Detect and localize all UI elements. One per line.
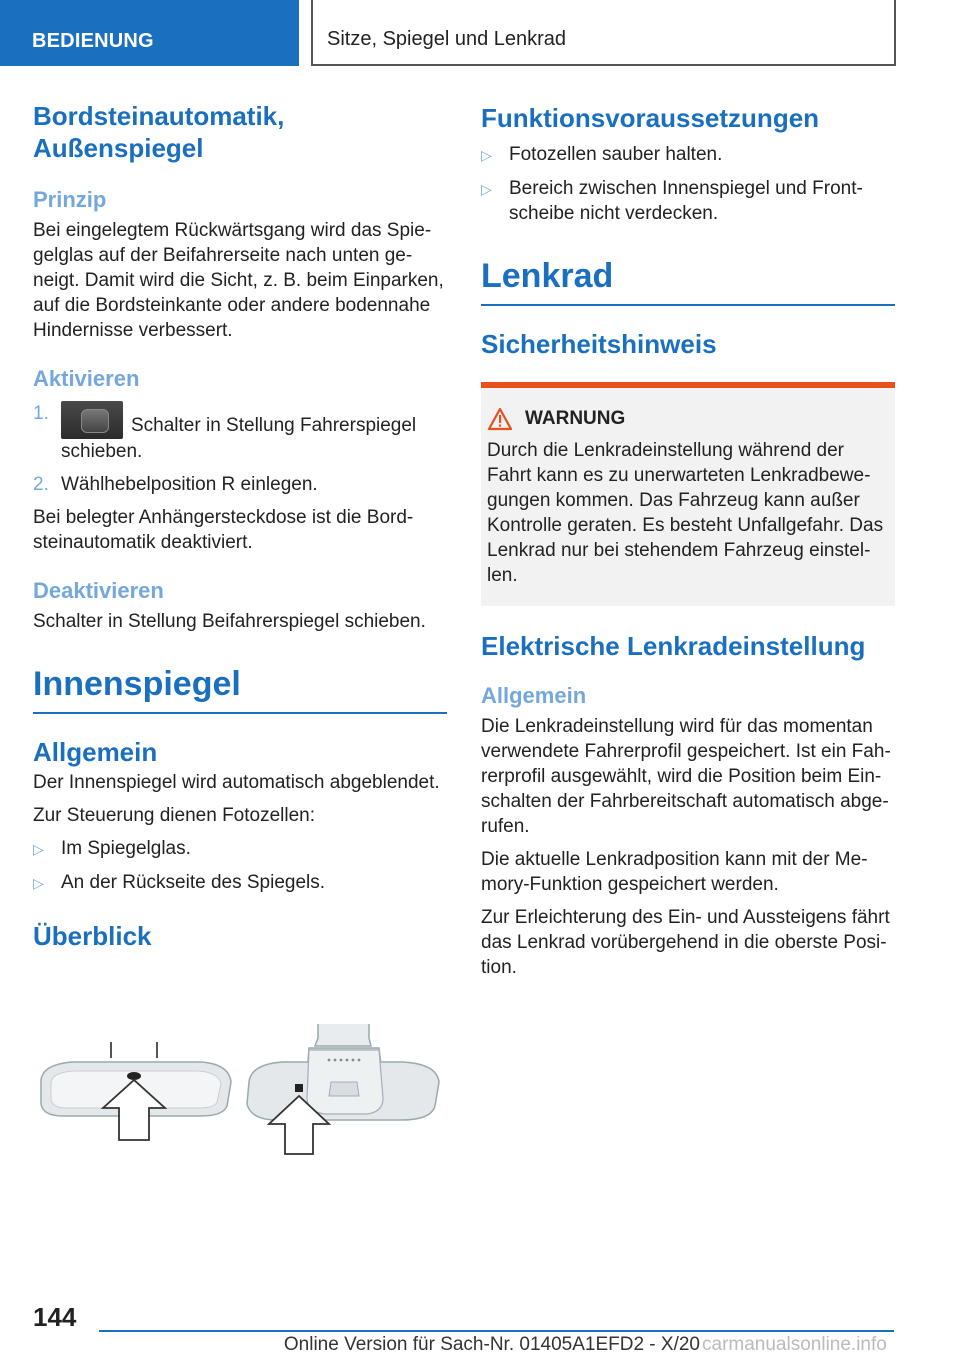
list-item [33, 472, 447, 497]
heading-lenkrad: Lenkrad [481, 256, 895, 306]
bullet-text: Bereich zwischen Innenspiegel und Frontscheibe nicht verdecken. [509, 178, 863, 224]
mirror-front-view [41, 1042, 231, 1140]
warning-box [481, 382, 895, 606]
list-item [481, 176, 895, 226]
warning-triangle-icon [487, 407, 513, 431]
list-item [33, 836, 447, 862]
heading-sicherheitshinweis: Sicherheitshinweis [481, 329, 717, 359]
page-number: 144 [33, 1302, 77, 1332]
heading-allgemein: Allgemein [33, 737, 158, 767]
paragraph-lenkrad-2: Die aktuelle Lenkradposition kann mit der Memory-Funktion gespeichert werden. [481, 849, 868, 895]
step-number: 2. [33, 474, 49, 495]
heading-ueberblick: Überblick [33, 921, 152, 951]
heading-elektrische-lenkradeinstellung: Elektrische Lenkradeinstellung [481, 631, 866, 661]
paragraph-deaktivieren: Schalter in Stellung Beifahrerspiegel schieben. [33, 611, 426, 632]
bullet-triangle-icon: ▷ [481, 181, 492, 197]
paragraph-lenkrad-3: Zur Erleichterung des Ein- und Aussteigens fährt das Lenkrad vorübergehend in die oberste Position. [481, 907, 890, 978]
bullet-triangle-icon: ▷ [33, 875, 44, 891]
section-tab: BEDIENUNG [0, 0, 299, 66]
watermark: carmanualsonline.info [702, 1334, 887, 1355]
warning-title [487, 406, 889, 432]
paragraph-allgemein-1: Der Innenspiegel wird automatisch abgeblendet. [33, 772, 440, 793]
right-column [481, 100, 895, 980]
list-item [33, 401, 447, 464]
bullet-text: An der Rückseite des Spiegels. [61, 872, 326, 893]
list-item [481, 142, 895, 168]
heading-funktionsvoraussetzungen: Funktionsvoraussetzungen [481, 103, 820, 133]
bullet-text: Im Spiegelglas. [61, 838, 191, 859]
heading-innenspiegel: Innenspiegel [33, 664, 447, 714]
paragraph-prinzip: Bei eingelegtem Rückwärtsgang wird das Spiegelglas auf der Beifahrerseite nach unten geneigt. Damit wird die Sicht, z. B. beim Einparken, auf die Bordsteinkante oder andere bodennahe Hindernisse verbessert. [33, 220, 444, 341]
paragraph-allgemein-2: Zur Steuerung dienen Fotozellen: [33, 805, 316, 826]
online-version-note: Online Version für Sach-Nr. 01405A1EFD2 - X/20 [283, 1334, 700, 1355]
list-item [33, 870, 447, 896]
left-column [33, 100, 447, 952]
paragraph-anhaenger: Bei belegter Anhängersteckdose ist die Bordsteinautomatik deaktiviert. [33, 507, 414, 553]
warning-label: WARNUNG [525, 408, 626, 429]
chapter-title: Sitze, Spiegel und Lenkrad [311, 0, 896, 66]
footer-divider [99, 1330, 894, 1332]
step-text: Wählhebelposition R einlegen. [61, 474, 318, 495]
step-text-wrapper [61, 401, 447, 464]
bullet-triangle-icon: ▷ [33, 841, 44, 857]
mirror-switch-icon [61, 401, 123, 439]
step-text: Schalter in Stellung Fahrerspiegel schieben. [61, 415, 417, 462]
heading-allgemein-lenkrad: Allgemein [481, 683, 587, 708]
heading-prinzip: Prinzip [33, 187, 107, 212]
step-number: 1. [33, 403, 49, 424]
paragraph-lenkrad-1: Die Lenkradeinstellung wird für das momentan verwendete Fahrerprofil gespeichert. Ist ein Fahrerprofil ausgewählt, wird die Position beim Einschalten der Fahrbereitschaft automatisch abgerufen. [481, 716, 891, 837]
bullet-text: Fotozellen sauber halten. [509, 144, 723, 165]
warning-text: Durch die Lenkradeinstellung während der Fahrt kann es zu unerwarteten Lenkradbewegungen kommen. Das Fahrzeug kann außer Kontrolle geraten. Es besteht Unfallgefahr. Das Lenkrad nur bei stehendem Fahrzeug einstellen. [487, 440, 884, 586]
heading-aktivieren: Aktivieren [33, 366, 140, 391]
heading-deaktivieren: Deaktivieren [33, 578, 164, 603]
mirror-rear-view [247, 1024, 439, 1154]
heading-bordsteinautomatik: Bordsteinautomatik, Außenspiegel [33, 101, 285, 163]
mirror-illustration [33, 1020, 447, 1160]
bullet-triangle-icon: ▷ [481, 147, 492, 163]
